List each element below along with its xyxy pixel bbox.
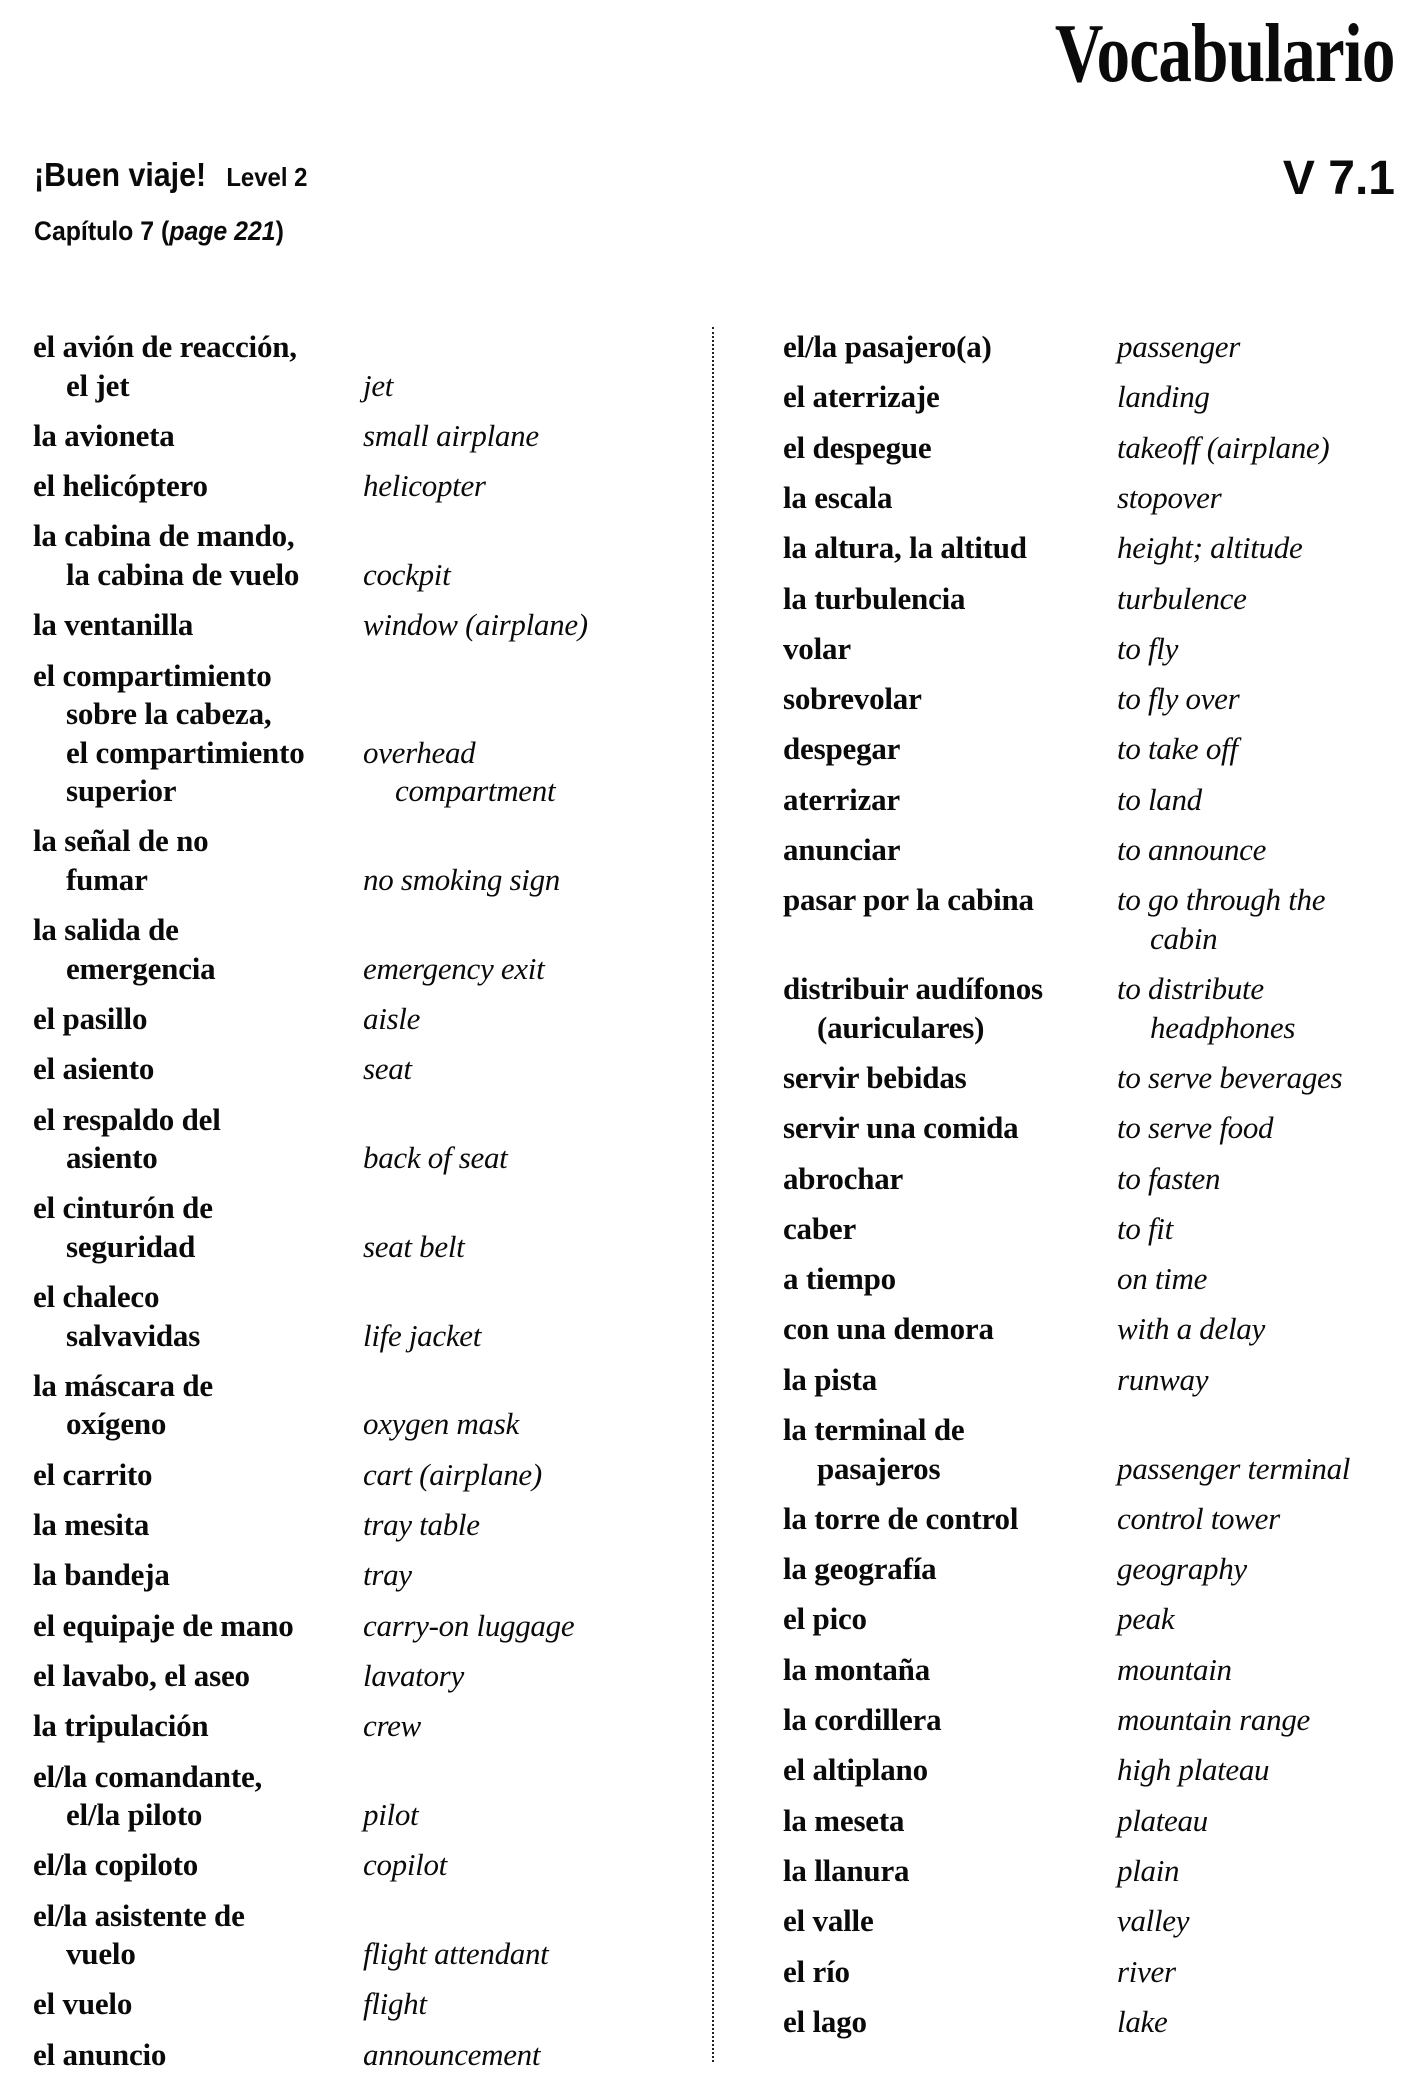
spanish-term: el/la asistente de bbox=[33, 1897, 245, 1933]
spanish-term: el respaldo del bbox=[33, 1101, 221, 1137]
spanish-term: la meseta bbox=[783, 1802, 905, 1838]
english-translation: height; altitude bbox=[1117, 530, 1303, 566]
spanish-term: el lavabo, el aseo bbox=[33, 1657, 250, 1693]
page-ref-open: ( bbox=[160, 216, 170, 246]
english-translation: stopover bbox=[1117, 479, 1222, 515]
spanish-term: el lago bbox=[783, 2003, 867, 2039]
spanish-term: la turbulencia bbox=[783, 580, 966, 616]
spanish-term: la escala bbox=[783, 479, 893, 515]
spanish-term: el asiento bbox=[33, 1051, 155, 1087]
english-translation: on time bbox=[1117, 1261, 1208, 1297]
spanish-term: el despegue bbox=[783, 429, 932, 465]
english-translation: copilot bbox=[363, 1847, 447, 1883]
english-translation: compartment bbox=[395, 773, 556, 808]
spanish-term: el vuelo bbox=[33, 1986, 133, 2022]
spanish-term: servir bebidas bbox=[783, 1059, 967, 1095]
spanish-term: el/la comandante, bbox=[33, 1758, 263, 1794]
english-translation: flight bbox=[363, 1986, 427, 2022]
english-translation: seat belt bbox=[363, 1228, 465, 1264]
english-translation: tray bbox=[363, 1557, 412, 1593]
english-translation: to serve food bbox=[1117, 1110, 1274, 1146]
spanish-term: el altiplano bbox=[783, 1752, 928, 1788]
spanish-term: la altura, la altitud bbox=[783, 530, 1027, 566]
english-translation: control tower bbox=[1117, 1500, 1280, 1536]
spanish-term: anunciar bbox=[783, 832, 901, 867]
english-translation: to fit bbox=[1117, 1210, 1173, 1246]
english-translation: helicopter bbox=[363, 468, 486, 504]
english-translation: window (airplane) bbox=[363, 607, 588, 643]
english-translation: plateau bbox=[1117, 1802, 1208, 1838]
english-translation: cockpit bbox=[363, 556, 451, 592]
spanish-term: la terminal de bbox=[783, 1412, 965, 1447]
english-translation: no smoking sign bbox=[363, 861, 561, 897]
spanish-term: la cabina de mando, bbox=[33, 518, 295, 554]
spanish-term: a tiempo bbox=[783, 1261, 896, 1297]
spanish-term: asiento bbox=[66, 1140, 158, 1175]
english-translation: cart (airplane) bbox=[363, 1456, 542, 1492]
spanish-term: el helicóptero bbox=[33, 468, 208, 504]
english-translation: river bbox=[1117, 1953, 1176, 1989]
english-translation: to announce bbox=[1117, 832, 1267, 867]
english-translation: pilot bbox=[363, 1797, 419, 1832]
spanish-term: la bandeja bbox=[33, 1557, 170, 1593]
spanish-term: la mesita bbox=[33, 1507, 150, 1542]
english-translation: lavatory bbox=[363, 1657, 464, 1693]
english-translation: mountain bbox=[1117, 1651, 1232, 1687]
english-translation: emergency exit bbox=[363, 950, 545, 986]
spanish-term: el/la piloto bbox=[66, 1797, 203, 1832]
english-translation: oxygen mask bbox=[363, 1406, 519, 1442]
english-translation: to go through the bbox=[1117, 882, 1326, 918]
english-translation: overhead bbox=[363, 734, 476, 770]
spanish-term: fumar bbox=[66, 861, 148, 897]
english-translation: landing bbox=[1117, 379, 1210, 415]
spanish-term: la ventanilla bbox=[33, 607, 194, 643]
english-translation: crew bbox=[363, 1708, 421, 1744]
english-translation: to take off bbox=[1117, 731, 1238, 767]
spanish-term: aterrizar bbox=[783, 781, 900, 817]
spanish-term: el carrito bbox=[33, 1456, 153, 1492]
english-translation: with a delay bbox=[1117, 1311, 1265, 1347]
english-translation: headphones bbox=[1150, 1009, 1296, 1045]
spanish-term: la cabina de vuelo bbox=[66, 556, 300, 592]
spanish-term: pasajeros bbox=[817, 1450, 941, 1486]
spanish-term: el aterrizaje bbox=[783, 379, 940, 415]
spanish-term: con una demora bbox=[783, 1311, 994, 1347]
spanish-term: la tripulación bbox=[33, 1708, 209, 1744]
english-translation: lake bbox=[1117, 2003, 1168, 2039]
spanish-term: el chaleco bbox=[33, 1279, 160, 1315]
spanish-term: (auriculares) bbox=[817, 1009, 985, 1045]
english-translation: to land bbox=[1117, 781, 1202, 817]
english-translation: flight attendant bbox=[363, 1936, 549, 1972]
spanish-term: el río bbox=[783, 1953, 850, 1989]
spanish-term: volar bbox=[783, 630, 851, 666]
spanish-term: la llanura bbox=[783, 1852, 910, 1888]
spanish-term: el jet bbox=[66, 367, 130, 403]
english-translation: tray table bbox=[363, 1507, 480, 1542]
english-translation: geography bbox=[1117, 1551, 1247, 1587]
sheet-code: V 7.1 bbox=[1282, 152, 1395, 205]
chapter-label: Capítulo 7 bbox=[34, 216, 155, 246]
english-translation: cabin bbox=[1150, 920, 1218, 956]
spanish-term: la geografía bbox=[783, 1551, 937, 1587]
spanish-term: distribuir audífonos bbox=[783, 971, 1043, 1007]
page-title: Vocabulario bbox=[1055, 7, 1395, 100]
book-heading bbox=[34, 155, 307, 197]
column-divider bbox=[712, 327, 714, 2062]
book-level: Level 2 bbox=[226, 162, 308, 192]
english-translation: to distribute bbox=[1117, 971, 1264, 1007]
english-translation: turbulence bbox=[1117, 580, 1247, 616]
spanish-term: la señal de no bbox=[33, 823, 209, 859]
spanish-term: el anuncio bbox=[33, 2036, 167, 2072]
spanish-term: sobre la cabeza, bbox=[66, 696, 272, 731]
page-ref-close: ) bbox=[275, 216, 284, 246]
english-translation: plain bbox=[1117, 1852, 1180, 1888]
english-translation: life jacket bbox=[363, 1317, 482, 1353]
english-translation: to fly bbox=[1117, 630, 1179, 666]
spanish-term: abrochar bbox=[783, 1160, 904, 1196]
spanish-term: sobrevolar bbox=[783, 681, 922, 717]
english-translation: high plateau bbox=[1117, 1752, 1270, 1788]
book-name: ¡Buen viaje! bbox=[34, 156, 207, 193]
english-translation: runway bbox=[1117, 1361, 1209, 1397]
english-translation: passenger terminal bbox=[1117, 1450, 1351, 1486]
spanish-term: la avioneta bbox=[33, 417, 175, 453]
spanish-term: el pico bbox=[783, 1601, 867, 1637]
spanish-term: caber bbox=[783, 1210, 857, 1246]
english-translation: to fly over bbox=[1117, 681, 1240, 717]
spanish-term: el valle bbox=[783, 1903, 874, 1939]
english-translation: aisle bbox=[363, 1000, 421, 1036]
spanish-term: servir una comida bbox=[783, 1110, 1019, 1146]
english-translation: peak bbox=[1117, 1601, 1175, 1637]
spanish-term: la cordillera bbox=[783, 1702, 942, 1737]
spanish-term: vuelo bbox=[66, 1936, 136, 1972]
english-translation: back of seat bbox=[363, 1140, 508, 1175]
english-translation: to fasten bbox=[1117, 1160, 1221, 1196]
english-translation: takeoff (airplane) bbox=[1117, 429, 1330, 465]
spanish-term: la pista bbox=[783, 1361, 878, 1397]
english-translation: valley bbox=[1117, 1903, 1190, 1939]
english-translation: seat bbox=[363, 1051, 412, 1087]
spanish-term: el compartimiento bbox=[66, 734, 305, 770]
spanish-term: pasar por la cabina bbox=[783, 882, 1034, 918]
english-translation: to serve beverages bbox=[1117, 1059, 1343, 1095]
spanish-term: la salida de bbox=[33, 912, 179, 948]
chapter-heading bbox=[34, 214, 284, 248]
english-translation: carry-on luggage bbox=[363, 1607, 575, 1643]
spanish-term: la torre de control bbox=[783, 1500, 1019, 1536]
spanish-term: superior bbox=[66, 773, 177, 808]
spanish-term: el pasillo bbox=[33, 1000, 148, 1036]
spanish-term: la montaña bbox=[783, 1651, 930, 1687]
spanish-term: el equipaje de mano bbox=[33, 1607, 294, 1643]
spanish-term: el cinturón de bbox=[33, 1190, 213, 1226]
page-reference: page 221 bbox=[169, 216, 276, 246]
english-translation: small airplane bbox=[363, 417, 539, 453]
english-translation: mountain range bbox=[1117, 1702, 1310, 1737]
spanish-term: emergencia bbox=[66, 950, 216, 986]
english-translation: announcement bbox=[363, 2036, 541, 2072]
spanish-term: el avión de reacción, bbox=[33, 329, 297, 364]
spanish-term: el/la copiloto bbox=[33, 1847, 199, 1883]
spanish-term: salvavidas bbox=[66, 1317, 201, 1353]
spanish-term: el/la pasajero(a) bbox=[783, 329, 992, 364]
spanish-term: el compartimiento bbox=[33, 657, 272, 693]
spanish-term: despegar bbox=[783, 731, 901, 767]
english-translation: jet bbox=[363, 367, 394, 403]
spanish-term: seguridad bbox=[66, 1228, 196, 1264]
spanish-term: la máscara de bbox=[33, 1367, 213, 1403]
english-translation: passenger bbox=[1117, 329, 1241, 364]
spanish-term: oxígeno bbox=[66, 1406, 167, 1442]
